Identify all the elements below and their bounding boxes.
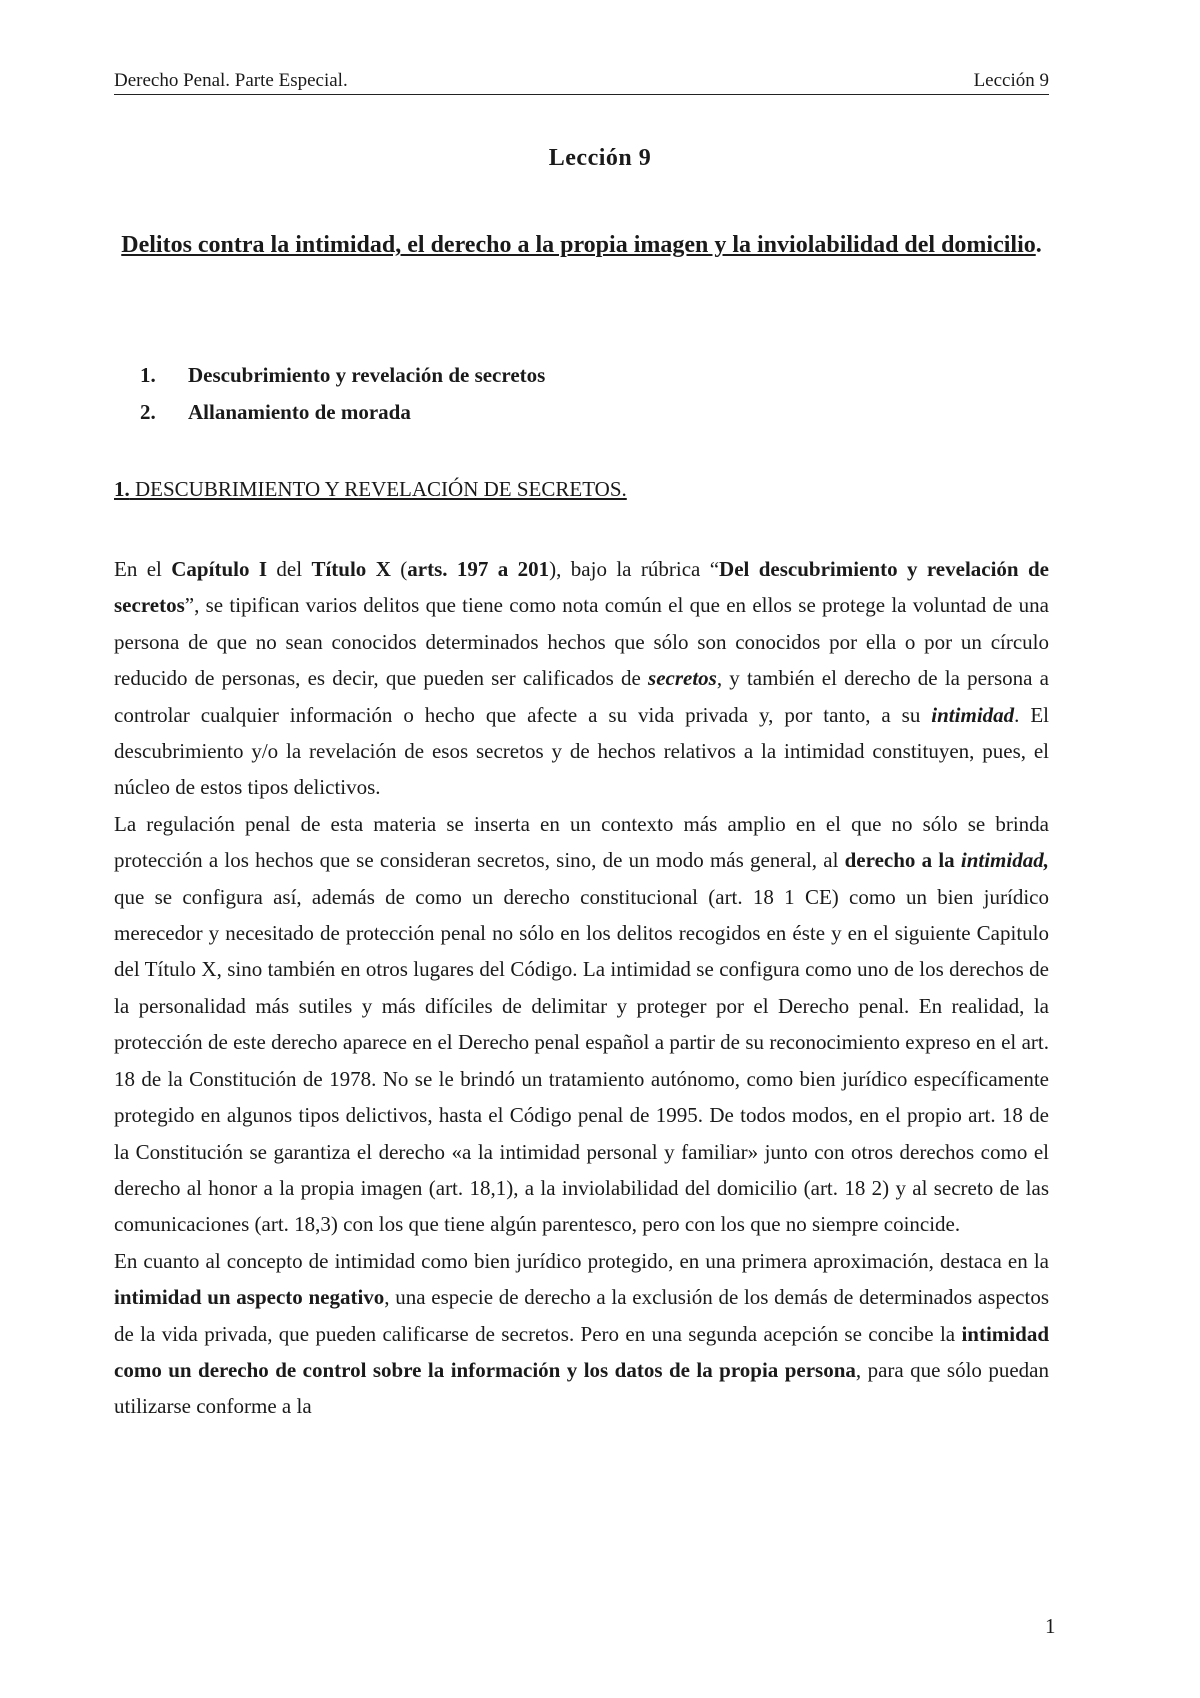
bold-italic-run: intimidad xyxy=(931,702,1015,727)
toc-item xyxy=(140,357,545,394)
text-run: , y también el derecho de la persona a controlar cualquier información o hecho que afecte a su vida privada y, por tanto, a su xyxy=(114,666,1049,727)
text-run: ( xyxy=(390,557,408,581)
text-run: , una especie de derecho a la exclusión de los demás de determinados aspectos de la vida privada, que pueden calificarse de secretos. Pero en una segunda acepción se concibe la xyxy=(114,1285,1050,1346)
lesson-subtitle-text: Delitos contra la intimidad, el derecho a la propia imagen y la inviolabilidad del domicilio xyxy=(121,232,1036,258)
bold-run: intimidad un aspecto negativo xyxy=(114,1285,385,1310)
section-title: DESCUBRIMIENTO Y REVELACIÓN DE SECRETOS. xyxy=(129,477,627,501)
toc-item-label: Descubrimiento y revelación de secretos xyxy=(188,363,546,387)
header-course-title: Derecho Penal. Parte Especial. xyxy=(114,70,348,91)
bold-run: arts. 197 a 201 xyxy=(407,557,550,581)
text-run: que se configura así, además de como un derecho constitucional (art. 18 1 CE) como un bien jurídico merecedor y necesitado de protección penal no sólo en los delitos recogidos en éste y en el siguiente Capitulo del Título X, sino también en otros lugares del Código. La intimidad se configura como uno de los derechos de la personalidad más sutiles y más difíciles de delimitar y proteger por el Derecho penal. En realidad, la protección de este derecho aparece en el Derecho penal español a partir de su reconocimiento expreso en el art. 18 de la Constitución de 1978. No se le brindó un tratamiento autónomo, como bien jurídico específicamente protegido en algunos tipos delictivos, hasta el Código penal de 1995. De todos modos, en el propio art. 18 de la Constitución se garantiza el derecho «a la intimidad personal y familiar» junto con otros derechos como el derecho al honor a la propia imagen (art. 18,1), a la inviolabilidad del domicilio (art. 18 2) y al secreto de las comunicaciones (art. 18,3) con los que tiene algún parentesco, pero con los que no siempre coincide. xyxy=(114,884,1049,1237)
page-number: 1 xyxy=(1045,1614,1056,1638)
text-run: del xyxy=(267,557,312,581)
body-text xyxy=(114,551,1049,1425)
bold-italic-run: intimidad, xyxy=(960,848,1049,873)
toc-item-number: 2. xyxy=(140,400,156,424)
bold-run: Título X xyxy=(311,557,391,581)
page-header xyxy=(114,70,1049,95)
text-run: ”, se tipifican varios delitos que tiene como nota común el que en ellos se protege la voluntad de una persona de que no sean conocidos determinados hechos que sólo son conocidos por ella o por un círculo reducido de personas, es decir, que pueden ser calificados de xyxy=(114,593,1049,691)
bold-italic-run: secretos xyxy=(648,666,717,691)
text-run: , para que sólo puedan utilizarse conforme a la xyxy=(114,1357,1049,1419)
text-run: ), bajo la rúbrica “ xyxy=(549,557,720,581)
section-number: 1. xyxy=(114,477,130,501)
bold-run: Capítulo I xyxy=(171,557,268,581)
bold-run: intimidad como un derecho de control sobre la información y los datos de la propia persona xyxy=(114,1321,1049,1382)
text-run: En el xyxy=(114,557,172,581)
toc-item-number: 1. xyxy=(140,363,156,387)
lesson-subtitle-period: . xyxy=(1035,232,1042,258)
toc-item-label: Allanamiento de morada xyxy=(188,400,411,424)
paragraph xyxy=(114,551,1049,806)
toc-item xyxy=(140,394,545,431)
section-heading xyxy=(114,477,627,502)
bold-run: derecho a la xyxy=(844,848,961,873)
table-of-contents xyxy=(140,357,545,431)
paragraph xyxy=(114,1243,1049,1425)
text-run: . El descubrimiento y/o la revelación de esos secretos y de hechos relativos a la intimidad constituyen, pues, el núcleo de estos tipos delictivos. xyxy=(114,702,1050,800)
paragraph xyxy=(114,806,1049,1243)
text-run: En cuanto al concepto de intimidad como bien jurídico protegido, en una primera aproximación, destaca en la xyxy=(114,1248,1049,1273)
header-lesson-label: Lección 9 xyxy=(973,70,1049,91)
bold-run: Del descubrimiento y revelación de secretos xyxy=(114,557,1049,618)
lesson-subtitle xyxy=(114,225,1049,265)
lesson-title: Lección 9 xyxy=(548,145,652,171)
text-run: La regulación penal de esta materia se inserta en un contexto más amplio en el que no sólo se brinda protección a los hechos que se consideran secretos, sino, de un modo más general, al xyxy=(114,811,1049,873)
